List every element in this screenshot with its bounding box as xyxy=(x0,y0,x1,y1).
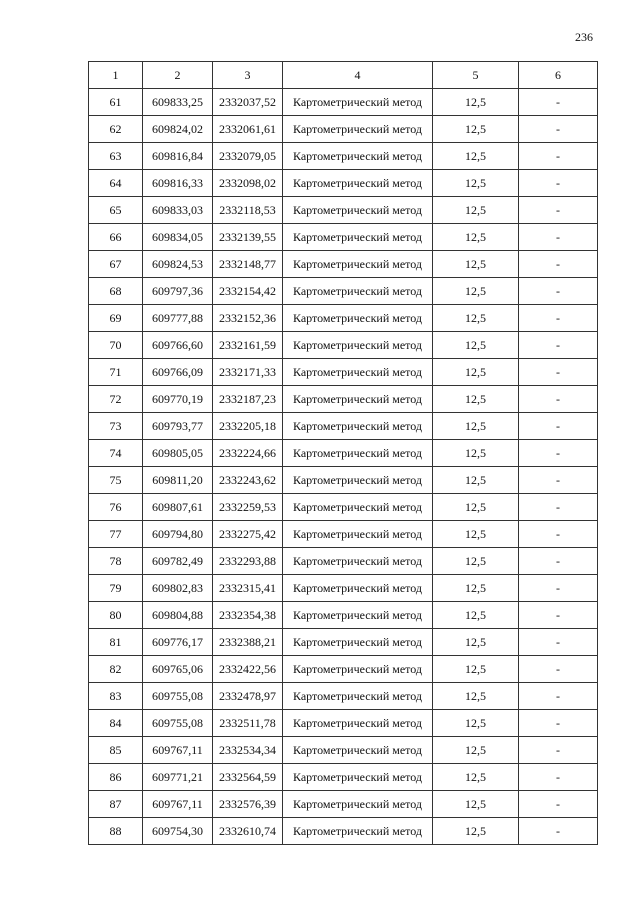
accuracy-cell: 12,5 xyxy=(433,602,519,629)
method-cell: Картометрический метод xyxy=(283,359,433,386)
y-coordinate-cell: 2332478,97 xyxy=(213,683,283,710)
point-number-cell: 63 xyxy=(89,143,143,170)
column-header: 4 xyxy=(283,62,433,89)
method-cell: Картометрический метод xyxy=(283,170,433,197)
table-header-row xyxy=(89,62,598,89)
note-cell: - xyxy=(519,278,598,305)
point-number-cell: 82 xyxy=(89,656,143,683)
x-coordinate-cell: 609833,25 xyxy=(143,89,213,116)
y-coordinate-cell: 2332576,39 xyxy=(213,791,283,818)
point-number-cell: 84 xyxy=(89,710,143,737)
x-coordinate-cell: 609802,83 xyxy=(143,575,213,602)
method-cell: Картометрический метод xyxy=(283,818,433,845)
x-coordinate-cell: 609766,09 xyxy=(143,359,213,386)
table-row xyxy=(89,386,598,413)
x-coordinate-cell: 609807,61 xyxy=(143,494,213,521)
x-coordinate-cell: 609794,80 xyxy=(143,521,213,548)
column-header: 3 xyxy=(213,62,283,89)
y-coordinate-cell: 2332564,59 xyxy=(213,764,283,791)
note-cell: - xyxy=(519,224,598,251)
table-row xyxy=(89,467,598,494)
coordinates-table xyxy=(88,61,598,845)
x-coordinate-cell: 609804,88 xyxy=(143,602,213,629)
point-number-cell: 61 xyxy=(89,89,143,116)
note-cell: - xyxy=(519,737,598,764)
point-number-cell: 73 xyxy=(89,413,143,440)
accuracy-cell: 12,5 xyxy=(433,305,519,332)
table-row xyxy=(89,116,598,143)
y-coordinate-cell: 2332154,42 xyxy=(213,278,283,305)
y-coordinate-cell: 2332187,23 xyxy=(213,386,283,413)
accuracy-cell: 12,5 xyxy=(433,197,519,224)
method-cell: Картометрический метод xyxy=(283,332,433,359)
table-row xyxy=(89,278,598,305)
note-cell: - xyxy=(519,494,598,521)
accuracy-cell: 12,5 xyxy=(433,224,519,251)
note-cell: - xyxy=(519,359,598,386)
note-cell: - xyxy=(519,629,598,656)
point-number-cell: 86 xyxy=(89,764,143,791)
x-coordinate-cell: 609824,53 xyxy=(143,251,213,278)
accuracy-cell: 12,5 xyxy=(433,791,519,818)
y-coordinate-cell: 2332511,78 xyxy=(213,710,283,737)
table-row xyxy=(89,224,598,251)
note-cell: - xyxy=(519,305,598,332)
note-cell: - xyxy=(519,521,598,548)
method-cell: Картометрический метод xyxy=(283,683,433,710)
note-cell: - xyxy=(519,710,598,737)
y-coordinate-cell: 2332037,52 xyxy=(213,89,283,116)
accuracy-cell: 12,5 xyxy=(433,656,519,683)
point-number-cell: 83 xyxy=(89,683,143,710)
point-number-cell: 79 xyxy=(89,575,143,602)
table-row xyxy=(89,764,598,791)
table-row xyxy=(89,521,598,548)
accuracy-cell: 12,5 xyxy=(433,89,519,116)
note-cell: - xyxy=(519,818,598,845)
point-number-cell: 81 xyxy=(89,629,143,656)
y-coordinate-cell: 2332259,53 xyxy=(213,494,283,521)
y-coordinate-cell: 2332388,21 xyxy=(213,629,283,656)
y-coordinate-cell: 2332224,66 xyxy=(213,440,283,467)
table-row xyxy=(89,575,598,602)
x-coordinate-cell: 609767,11 xyxy=(143,737,213,764)
x-coordinate-cell: 609771,21 xyxy=(143,764,213,791)
table-row xyxy=(89,359,598,386)
x-coordinate-cell: 609811,20 xyxy=(143,467,213,494)
x-coordinate-cell: 609765,06 xyxy=(143,656,213,683)
point-number-cell: 68 xyxy=(89,278,143,305)
y-coordinate-cell: 2332061,61 xyxy=(213,116,283,143)
point-number-cell: 75 xyxy=(89,467,143,494)
y-coordinate-cell: 2332118,53 xyxy=(213,197,283,224)
x-coordinate-cell: 609777,88 xyxy=(143,305,213,332)
point-number-cell: 64 xyxy=(89,170,143,197)
accuracy-cell: 12,5 xyxy=(433,332,519,359)
note-cell: - xyxy=(519,413,598,440)
method-cell: Картометрический метод xyxy=(283,224,433,251)
note-cell: - xyxy=(519,251,598,278)
x-coordinate-cell: 609816,33 xyxy=(143,170,213,197)
x-coordinate-cell: 609766,60 xyxy=(143,332,213,359)
note-cell: - xyxy=(519,683,598,710)
point-number-cell: 67 xyxy=(89,251,143,278)
accuracy-cell: 12,5 xyxy=(433,548,519,575)
accuracy-cell: 12,5 xyxy=(433,359,519,386)
table-row xyxy=(89,818,598,845)
note-cell: - xyxy=(519,764,598,791)
method-cell: Картометрический метод xyxy=(283,251,433,278)
method-cell: Картометрический метод xyxy=(283,791,433,818)
y-coordinate-cell: 2332610,74 xyxy=(213,818,283,845)
accuracy-cell: 12,5 xyxy=(433,575,519,602)
table-row xyxy=(89,710,598,737)
method-cell: Картометрический метод xyxy=(283,521,433,548)
accuracy-cell: 12,5 xyxy=(433,413,519,440)
accuracy-cell: 12,5 xyxy=(433,737,519,764)
x-coordinate-cell: 609754,30 xyxy=(143,818,213,845)
y-coordinate-cell: 2332171,33 xyxy=(213,359,283,386)
y-coordinate-cell: 2332275,42 xyxy=(213,521,283,548)
table-row xyxy=(89,548,598,575)
point-number-cell: 70 xyxy=(89,332,143,359)
method-cell: Картометрический метод xyxy=(283,629,433,656)
accuracy-cell: 12,5 xyxy=(433,440,519,467)
method-cell: Картометрический метод xyxy=(283,548,433,575)
point-number-cell: 85 xyxy=(89,737,143,764)
accuracy-cell: 12,5 xyxy=(433,629,519,656)
x-coordinate-cell: 609833,03 xyxy=(143,197,213,224)
table-row xyxy=(89,305,598,332)
accuracy-cell: 12,5 xyxy=(433,170,519,197)
point-number-cell: 71 xyxy=(89,359,143,386)
point-number-cell: 87 xyxy=(89,791,143,818)
method-cell: Картометрический метод xyxy=(283,278,433,305)
column-header: 2 xyxy=(143,62,213,89)
y-coordinate-cell: 2332422,56 xyxy=(213,656,283,683)
table-row xyxy=(89,494,598,521)
method-cell: Картометрический метод xyxy=(283,305,433,332)
point-number-cell: 77 xyxy=(89,521,143,548)
table-row xyxy=(89,251,598,278)
method-cell: Картометрический метод xyxy=(283,197,433,224)
x-coordinate-cell: 609755,08 xyxy=(143,683,213,710)
column-header: 6 xyxy=(519,62,598,89)
x-coordinate-cell: 609770,19 xyxy=(143,386,213,413)
point-number-cell: 88 xyxy=(89,818,143,845)
table-row xyxy=(89,413,598,440)
y-coordinate-cell: 2332161,59 xyxy=(213,332,283,359)
y-coordinate-cell: 2332098,02 xyxy=(213,170,283,197)
method-cell: Картометрический метод xyxy=(283,656,433,683)
point-number-cell: 74 xyxy=(89,440,143,467)
x-coordinate-cell: 609793,77 xyxy=(143,413,213,440)
table-row xyxy=(89,656,598,683)
accuracy-cell: 12,5 xyxy=(433,494,519,521)
method-cell: Картометрический метод xyxy=(283,575,433,602)
accuracy-cell: 12,5 xyxy=(433,251,519,278)
table-row xyxy=(89,197,598,224)
method-cell: Картометрический метод xyxy=(283,764,433,791)
table-row xyxy=(89,332,598,359)
table-row xyxy=(89,170,598,197)
table-row xyxy=(89,89,598,116)
point-number-cell: 76 xyxy=(89,494,143,521)
accuracy-cell: 12,5 xyxy=(433,467,519,494)
method-cell: Картометрический метод xyxy=(283,116,433,143)
accuracy-cell: 12,5 xyxy=(433,521,519,548)
x-coordinate-cell: 609776,17 xyxy=(143,629,213,656)
method-cell: Картометрический метод xyxy=(283,413,433,440)
table-row xyxy=(89,791,598,818)
x-coordinate-cell: 609816,84 xyxy=(143,143,213,170)
y-coordinate-cell: 2332139,55 xyxy=(213,224,283,251)
point-number-cell: 80 xyxy=(89,602,143,629)
accuracy-cell: 12,5 xyxy=(433,818,519,845)
method-cell: Картометрический метод xyxy=(283,89,433,116)
accuracy-cell: 12,5 xyxy=(433,710,519,737)
table-row xyxy=(89,143,598,170)
x-coordinate-cell: 609834,05 xyxy=(143,224,213,251)
table-row xyxy=(89,602,598,629)
accuracy-cell: 12,5 xyxy=(433,386,519,413)
y-coordinate-cell: 2332152,36 xyxy=(213,305,283,332)
note-cell: - xyxy=(519,791,598,818)
accuracy-cell: 12,5 xyxy=(433,764,519,791)
y-coordinate-cell: 2332293,88 xyxy=(213,548,283,575)
x-coordinate-cell: 609755,08 xyxy=(143,710,213,737)
x-coordinate-cell: 609805,05 xyxy=(143,440,213,467)
page-number: 236 xyxy=(575,30,593,44)
column-header: 5 xyxy=(433,62,519,89)
x-coordinate-cell: 609797,36 xyxy=(143,278,213,305)
note-cell: - xyxy=(519,143,598,170)
point-number-cell: 65 xyxy=(89,197,143,224)
y-coordinate-cell: 2332354,38 xyxy=(213,602,283,629)
method-cell: Картометрический метод xyxy=(283,467,433,494)
y-coordinate-cell: 2332534,34 xyxy=(213,737,283,764)
method-cell: Картометрический метод xyxy=(283,494,433,521)
method-cell: Картометрический метод xyxy=(283,386,433,413)
accuracy-cell: 12,5 xyxy=(433,116,519,143)
note-cell: - xyxy=(519,548,598,575)
x-coordinate-cell: 609782,49 xyxy=(143,548,213,575)
y-coordinate-cell: 2332243,62 xyxy=(213,467,283,494)
note-cell: - xyxy=(519,386,598,413)
accuracy-cell: 12,5 xyxy=(433,278,519,305)
x-coordinate-cell: 609824,02 xyxy=(143,116,213,143)
method-cell: Картометрический метод xyxy=(283,602,433,629)
accuracy-cell: 12,5 xyxy=(433,683,519,710)
y-coordinate-cell: 2332315,41 xyxy=(213,575,283,602)
y-coordinate-cell: 2332148,77 xyxy=(213,251,283,278)
x-coordinate-cell: 609767,11 xyxy=(143,791,213,818)
point-number-cell: 62 xyxy=(89,116,143,143)
note-cell: - xyxy=(519,467,598,494)
note-cell: - xyxy=(519,170,598,197)
y-coordinate-cell: 2332079,05 xyxy=(213,143,283,170)
y-coordinate-cell: 2332205,18 xyxy=(213,413,283,440)
note-cell: - xyxy=(519,656,598,683)
note-cell: - xyxy=(519,89,598,116)
point-number-cell: 72 xyxy=(89,386,143,413)
note-cell: - xyxy=(519,575,598,602)
table-row xyxy=(89,440,598,467)
method-cell: Картометрический метод xyxy=(283,710,433,737)
note-cell: - xyxy=(519,197,598,224)
table-row xyxy=(89,683,598,710)
point-number-cell: 78 xyxy=(89,548,143,575)
method-cell: Картометрический метод xyxy=(283,440,433,467)
note-cell: - xyxy=(519,602,598,629)
accuracy-cell: 12,5 xyxy=(433,143,519,170)
column-header: 1 xyxy=(89,62,143,89)
note-cell: - xyxy=(519,332,598,359)
table-row xyxy=(89,629,598,656)
note-cell: - xyxy=(519,116,598,143)
method-cell: Картометрический метод xyxy=(283,737,433,764)
point-number-cell: 66 xyxy=(89,224,143,251)
method-cell: Картометрический метод xyxy=(283,143,433,170)
note-cell: - xyxy=(519,440,598,467)
point-number-cell: 69 xyxy=(89,305,143,332)
table-row xyxy=(89,737,598,764)
